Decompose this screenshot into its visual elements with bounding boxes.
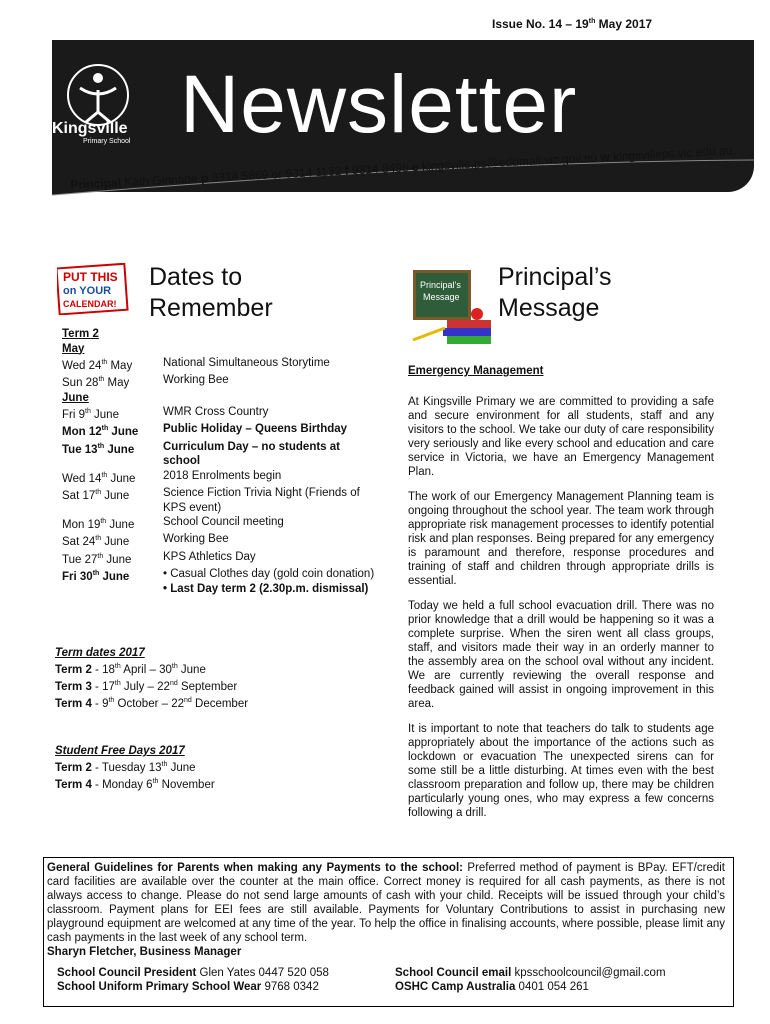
- principal-heading: Principal’s Message: [498, 263, 612, 322]
- date-label: [62, 550, 163, 567]
- payment-guidelines-box: [43, 857, 734, 1007]
- month-june: June: [62, 391, 89, 404]
- term-text: - 17: [91, 680, 115, 693]
- date-suffix: th: [97, 442, 105, 450]
- date-event: National Simultaneous Storytime: [163, 357, 330, 369]
- school-name: Kingsville: [52, 120, 128, 137]
- date-label: [62, 486, 163, 515]
- term-text: October – 22: [114, 697, 185, 710]
- term-text: June: [177, 663, 206, 676]
- date-day: Wed 24: [62, 359, 102, 372]
- term-text: - 9: [91, 697, 109, 710]
- date-event: School Council meeting: [163, 516, 284, 529]
- school-subtitle: Primary School: [83, 138, 131, 145]
- business-manager: Sharyn Fletcher, Business Manager: [47, 946, 242, 958]
- date-month: June: [101, 489, 130, 502]
- free-day-row: [55, 775, 355, 792]
- svg-text:Message: Message: [423, 292, 460, 302]
- guidelines-text: General Guidelines for Parents when making any Payments to the school: Preferred method of payment is BPay. EFT/credit card facilities are available over the counter at the main office. Correct money is required for all cash payments, as there is not always access to change. Please do not send large amounts of cash with your child. Receipts will be issued through your child’s classroom. Payment plans for EEI fees are still available. Payments for Voluntary Contributions to assist in purchasing new playground equipment are welcomed at any time of the year. To help the office in finalising accounts, where possible, please limit any cash payments in the last week of any school term.: [47, 862, 726, 944]
- date-row: Fri 30th June • Casual Clothes day (gold coin donation) • Last Day term 2 (2.30p.m. dismissal): [62, 567, 382, 596]
- dates-heading: Dates to Remember: [149, 263, 273, 322]
- term-suffix: th: [171, 663, 178, 670]
- date-suffix: th: [85, 408, 91, 416]
- term-label: Term 2: [55, 761, 92, 774]
- paragraph: It is important to note that teachers do talk to students age appropriately about the importance of the actions such as lockdown or evacuation The unexpected sirens can for some still be a little disturbing. At times even with the best classroom preparation and follow up, there may be children particularly young ones, who may express a few concerns following a drill.: [408, 723, 714, 819]
- date-label: [62, 373, 163, 390]
- date-row: [62, 373, 382, 390]
- date-month: May: [107, 359, 133, 372]
- date-day: Sat 24: [62, 536, 96, 549]
- term-text: December: [191, 697, 249, 710]
- date-event: Working Bee: [163, 533, 229, 546]
- term-dates-title: Term dates 2017: [55, 647, 145, 659]
- date-month: June: [106, 518, 135, 531]
- date-event: 2018 Enrolments begin: [163, 469, 282, 482]
- date-suffix: th: [97, 552, 104, 560]
- date-event: Science Fiction Trivia Night (Friends of KPS event): [163, 487, 360, 514]
- term-row: [55, 677, 355, 694]
- dates-list: [62, 327, 382, 596]
- date-suffix: th: [101, 359, 108, 366]
- date-month: June: [101, 536, 130, 549]
- term-suffix: nd: [169, 679, 178, 687]
- date-day: Mon 12: [62, 426, 102, 439]
- date-month: June: [104, 443, 135, 456]
- date-event: Public Holiday – Queens Birthday: [163, 423, 348, 436]
- date-month: June: [103, 553, 132, 566]
- svg-text:on YOUR: on YOUR: [63, 285, 112, 297]
- date-label: [62, 469, 163, 486]
- term-row: [55, 694, 355, 711]
- bullet-item: • Casual Clothes day (gold coin donation): [163, 568, 375, 581]
- term-label: Term 2: [55, 663, 92, 676]
- date-row: [62, 422, 382, 439]
- date-row: [62, 515, 382, 532]
- footer-contacts: School Uniform Primary School Wear 9768 0342 OSHC Camp Australia 0401 054 261: [57, 981, 589, 993]
- month-may: May: [62, 342, 85, 355]
- date-row: [62, 440, 382, 469]
- issue-info: Issue No. 14 – 19th May 2017: [492, 17, 653, 31]
- date-suffix: th: [100, 518, 107, 526]
- calendar-badge: [57, 263, 129, 315]
- term-label: Term 4: [55, 778, 92, 791]
- date-row: [62, 469, 382, 486]
- date-suffix: th: [95, 489, 102, 497]
- term-suffix: th: [114, 663, 121, 670]
- term-dates: [55, 646, 355, 710]
- date-day: Wed 14: [62, 472, 102, 485]
- principal-message: [408, 364, 714, 831]
- date-month: May: [104, 377, 130, 390]
- principal-message-image: [411, 268, 497, 348]
- date-row: [62, 405, 382, 422]
- date-event: Working Bee: [163, 374, 229, 387]
- date-label: [62, 405, 163, 422]
- date-day: Fri 9: [62, 408, 85, 421]
- free-day-suffix: th: [161, 761, 168, 768]
- date-row: [62, 550, 382, 567]
- paragraph: The work of our Emergency Management Planning team is ongoing throughout the school year. The team work through appropriate risk management processes to identify potential risk and plan responses. Being prepared for any emergency is paramount and therefore, response procedures and training of staff and children through appropriate drills is essential.: [408, 491, 714, 587]
- student-free-days: [55, 744, 355, 792]
- free-day-text: - Monday 6: [91, 778, 153, 791]
- date-label: [62, 440, 163, 469]
- term-text: July – 22: [120, 680, 170, 693]
- paragraph: At Kingsville Primary we are committed to providing a safe and secure environment for all students, staff and any visitors to the school. We take our duty of care responsibility very seriously and like every school and education and care service in Victoria, we have an Emergency Management Plan.: [408, 396, 714, 478]
- date-row: [62, 486, 382, 515]
- date-label: [62, 515, 163, 532]
- date-suffix: th: [101, 425, 109, 433]
- paragraph: Today we held a full school evacuation drill. There was no prior knowledge that a drill would be happening so it was a complete surprise. When the siren went all class groups, staff, and visitors made their way in an orderly manner to the assembly area on the school oval without any incident. We are currently reviewing the overall response and feedback gained will assist in ongoing improvement in this area.: [408, 600, 714, 710]
- date-event: WMR Cross Country: [163, 406, 269, 419]
- date-label: [62, 356, 163, 373]
- free-day-suffix: th: [152, 777, 159, 785]
- free-days-title: Student Free Days 2017: [55, 745, 185, 757]
- free-day-text: June: [167, 761, 196, 774]
- date-row: [62, 532, 382, 549]
- date-day: Sat 17: [62, 489, 96, 502]
- date-suffix: th: [98, 376, 105, 384]
- svg-text:PUT THIS: PUT THIS: [63, 270, 118, 284]
- date-suffix: th: [95, 535, 102, 543]
- date-row: [62, 356, 382, 373]
- contact-line: Principal Kath Ginnane p 9314 5869 or 9314 1132 f 9314 8498 e kingsville.ps@edumail.vic.gov.au w kingsvilleps.vic.edu.au: [70, 143, 733, 192]
- date-day: Tue 27: [62, 553, 98, 566]
- date-day: Mon 19: [62, 518, 101, 531]
- term-suffix: th: [108, 696, 115, 704]
- term-text: April – 30: [120, 663, 172, 676]
- date-label: [62, 422, 163, 439]
- free-day-text: November: [158, 778, 215, 791]
- date-event: Curriculum Day – no students at school: [163, 440, 341, 468]
- term-label: Term 3: [55, 680, 92, 693]
- term-label: Term 2: [62, 328, 99, 340]
- date-suffix: th: [101, 471, 108, 479]
- date-month: June: [90, 408, 119, 421]
- free-day-text: - Tuesday 13: [91, 761, 162, 774]
- date-label: [62, 532, 163, 549]
- term-text: September: [177, 680, 238, 693]
- term-row: [55, 660, 355, 677]
- term-suffix: nd: [184, 696, 192, 704]
- emergency-title: Emergency Management: [408, 365, 544, 377]
- free-day-row: [55, 758, 355, 775]
- term-text: - 18: [91, 663, 115, 676]
- svg-text:Principal’s: Principal’s: [420, 280, 461, 290]
- bullet-item: • Last Day term 2 (2.30p.m. dismissal): [163, 582, 369, 595]
- date-month: June: [107, 472, 136, 485]
- date-month: June: [108, 426, 139, 439]
- svg-text:CALENDAR!: CALENDAR!: [63, 299, 117, 309]
- term-suffix: th: [114, 679, 121, 687]
- date-day: Sun 28: [62, 377, 99, 390]
- newsletter-title: Newsletter: [180, 59, 578, 150]
- date-day: Tue 13: [62, 443, 98, 456]
- term-label: Term 4: [55, 697, 92, 710]
- date-event: KPS Athletics Day: [163, 550, 256, 563]
- footer-contacts: School Council President Glen Yates 0447 520 058 School Council email kpsschoolcouncil@gmail.com: [57, 967, 666, 979]
